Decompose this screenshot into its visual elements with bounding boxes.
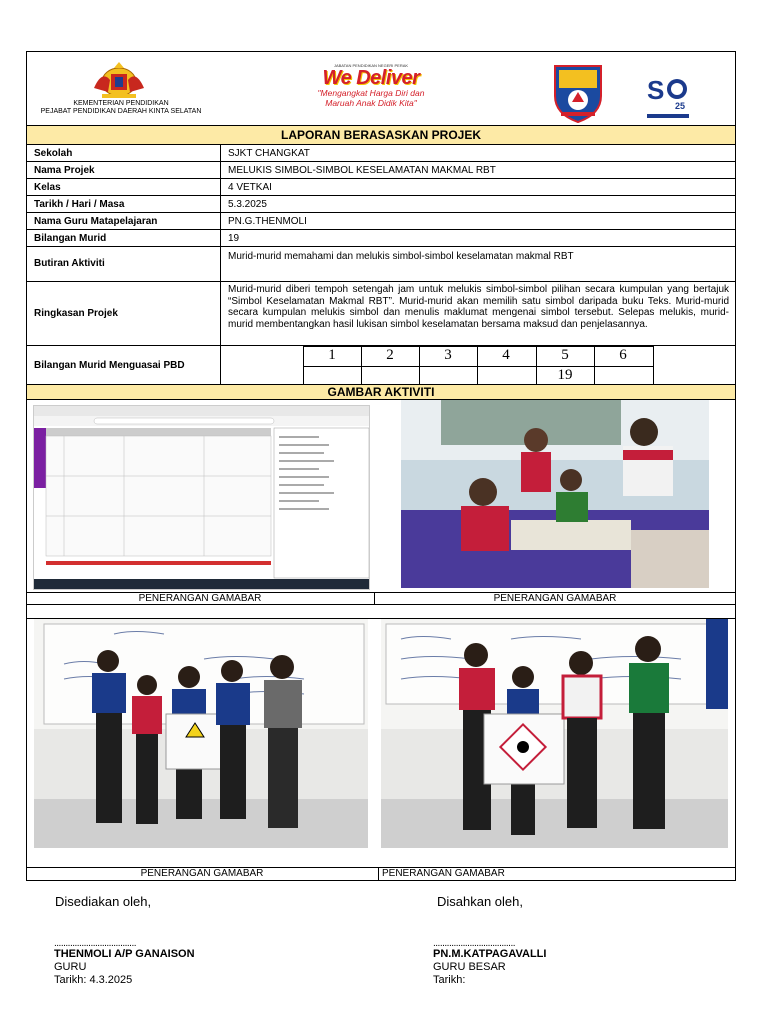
value-butiran-aktiviti: Murid-murid memahami dan melukis simbol-simbol keselamatan makmal RBT: [228, 251, 574, 262]
label-tarikh: Tarikh / Hari / Masa: [34, 199, 125, 210]
pbd-level-1: 1: [328, 347, 336, 363]
approved-by-heading: Disahkan oleh,: [437, 894, 523, 909]
wedeliver-title: We Deliver: [322, 67, 420, 89]
label-sekolah: Sekolah: [34, 148, 73, 159]
value-nama-projek: MELUKIS SIMBOL-SIMBOL KESELAMATAN MAKMAL RBT: [228, 165, 496, 176]
value-ringkasan-projek: Murid-murid diberi tempoh setengah jam untuk melukis simbol-simbol pilihan secara kumpulan yang bertajuk “Simbol Keselamatan Makmal RBT”. Murid-murid akan memilih satu simbol daripada buku Teks. Murid-murid secara kumpulan melukis simbol dan menulis maklumat mengenai simbol tersebut. Selepas melukis, murid-murid membentangkan hasil lukisan simbol keselamatan bersama maksud dan penjelasannya.: [228, 284, 729, 330]
value-kelas: 4 VETKAI: [228, 182, 272, 193]
prepared-by-heading: Disediakan oleh,: [55, 894, 152, 909]
prepared-by-date: Tarikh: 4.3.2025: [54, 974, 133, 986]
approved-by-role: GURU BESAR: [433, 961, 506, 973]
value-nama-guru: PN.G.THENMOLI: [228, 216, 307, 227]
label-nama-guru: Nama Guru Matapelajaran: [34, 216, 158, 227]
school-badge: [551, 62, 605, 124]
ministry-logo: [84, 62, 154, 100]
value-sekolah: SJKT CHANGKAT: [228, 148, 310, 159]
caption-photo-2: PENERANGAN GAMABAR: [493, 593, 617, 604]
label-ringkasan-projek: Ringkasan Projek: [34, 308, 118, 319]
sks25-logo: [645, 69, 691, 121]
prepared-signature-line: ....................................: [54, 938, 137, 949]
photo-group-presentation-2: [381, 619, 728, 848]
label-kelas: Kelas: [34, 182, 61, 193]
gallery-title: GAMBAR AKTIVITI: [327, 385, 435, 399]
pbd-level-6: 6: [619, 347, 627, 363]
approved-by-name: PN.M.KATPAGAVALLI: [433, 948, 547, 960]
svg-text:S: S: [647, 75, 665, 105]
approved-by-date: Tarikh:: [433, 974, 466, 986]
caption-photo-4: PENERANGAN GAMABAR: [382, 868, 505, 879]
prepared-by-role: GURU: [54, 961, 87, 973]
wedeliver-slogan-1: "Mengangkat Harga Diri dan: [317, 88, 425, 98]
ministry-line-2: PEJABAT PENDIDIKAN DAERAH KINTA SELATAN: [40, 108, 202, 115]
value-bilangan-murid: 19: [228, 233, 240, 244]
pbd-level-4: 4: [502, 347, 510, 363]
label-nama-projek: Nama Projek: [34, 165, 95, 176]
ministry-name: [26, 100, 216, 116]
photo-students-drawing: [401, 400, 709, 588]
pbd-count-5: 19: [557, 367, 573, 383]
label-bilangan-murid: Bilangan Murid: [34, 233, 107, 244]
report-title: LAPORAN BERASASKAN PROJEK: [280, 128, 482, 142]
approved-signature-line: ....................................: [433, 938, 516, 949]
label-butiran-aktiviti: Butiran Aktiviti: [34, 258, 105, 269]
caption-photo-1: PENERANGAN GAMABAR: [138, 593, 262, 604]
caption-photo-3: PENERANGAN GAMABAR: [140, 868, 264, 879]
photo-screenshot: [33, 405, 370, 590]
wedeliver-top-text: JABATAN PENDIDIKAN NEGERI PERAK: [333, 63, 409, 68]
prepared-by-name: THENMOLI A/P GANAISON: [54, 948, 195, 960]
pbd-level-3: 3: [444, 347, 452, 363]
label-pbd: Bilangan Murid Menguasai PBD: [34, 360, 185, 371]
pbd-level-2: 2: [386, 347, 394, 363]
wedeliver-logo: [306, 63, 436, 115]
pbd-level-5: 5: [561, 347, 569, 363]
sks-number: 25: [675, 101, 686, 111]
ministry-line-1: KEMENTERIAN PENDIDIKAN: [73, 100, 169, 107]
wedeliver-slogan-2: Maruah Anak Didik Kita": [325, 98, 417, 108]
value-tarikh: 5.3.2025: [228, 199, 267, 210]
photo-group-presentation-1: [34, 619, 368, 848]
